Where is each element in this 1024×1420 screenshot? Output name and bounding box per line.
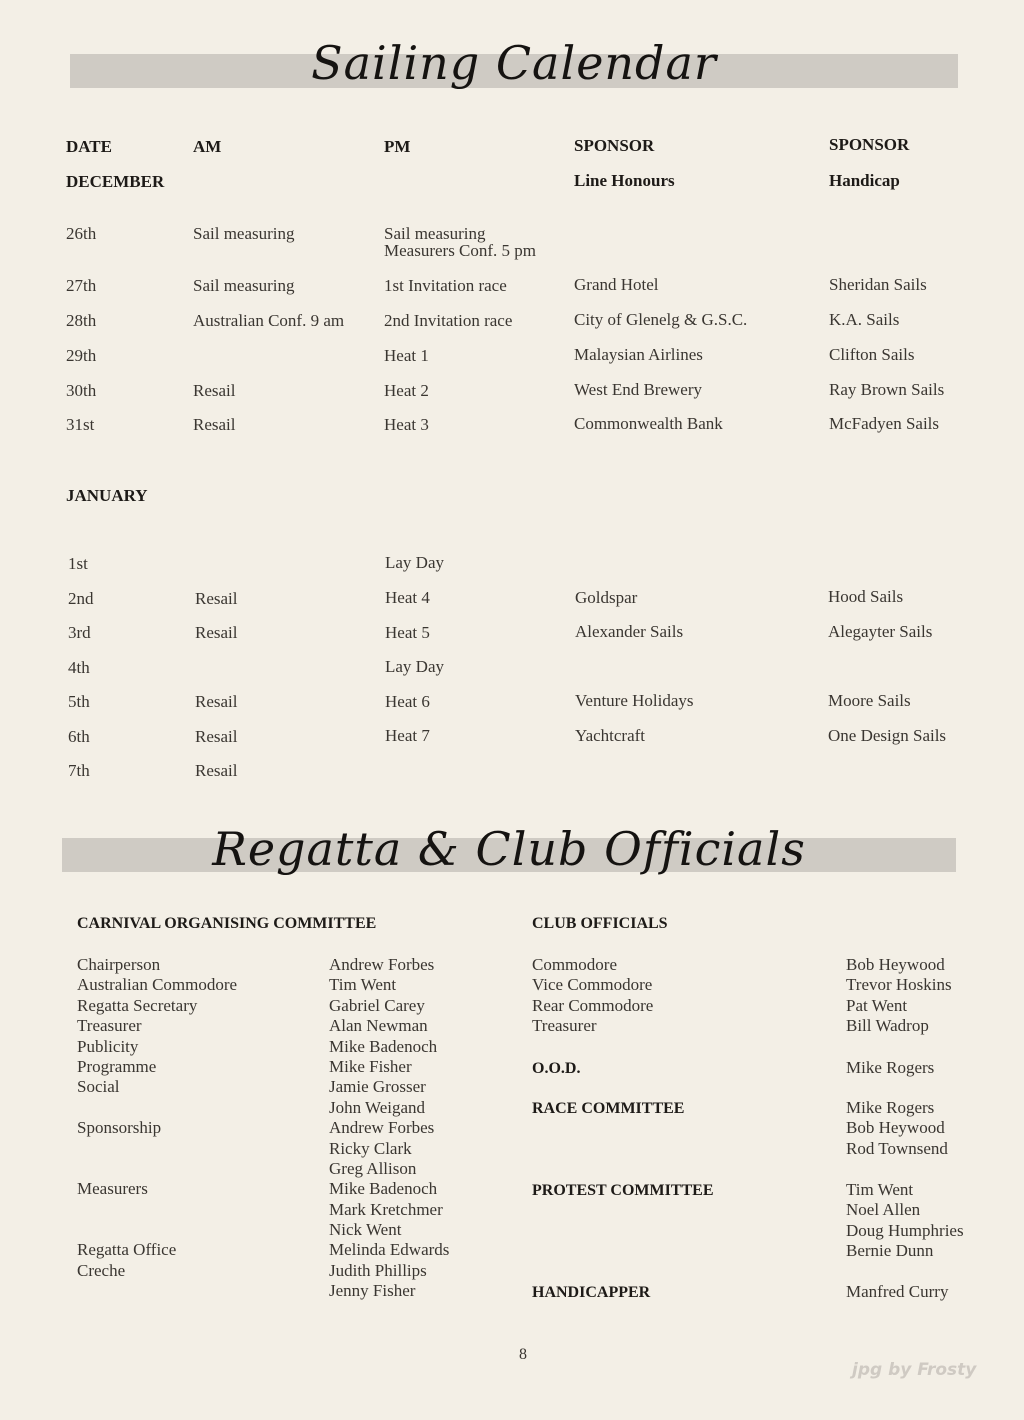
club-names [846,955,952,1037]
watermark: jpg by Frosty [852,1360,977,1380]
club-role: Rear Commodore [532,995,654,1015]
am-cell: Resail [195,589,238,608]
sponsor-line-cell: Goldspar [575,588,638,607]
date-cell: 6th [68,727,90,746]
date-cell: 3rd [68,623,91,642]
am-cell: Australian Conf. 9 am [193,311,345,330]
am-cell: Sail measuring [193,224,295,243]
committee-role: Treasurer [77,1016,142,1036]
protest-committee-name: Doug Humphries [846,1220,964,1240]
sponsor-line-cell: Yachtcraft [575,726,646,745]
handicapper-name: Manfred Curry [846,1282,949,1301]
club-role: Vice Commodore [532,975,653,995]
club-name: Bob Heywood [846,955,945,974]
protest-committee-name: Noel Allen [846,1200,921,1220]
pm-cell: Lay Day [385,657,445,676]
sponsor-handicap-cell: One Design Sails [828,726,947,745]
pm-cell: Heat 5 [385,623,430,642]
committee-name: Mike Badenoch [329,1179,438,1199]
sponsor-line-cell: Malaysian Airlines [574,345,703,364]
date-cell: 4th [68,658,90,677]
sponsor-handicap-cell: McFadyen Sails [829,414,940,433]
date-cell: 29th [66,346,97,365]
sponsor-handicap-cell: Ray Brown Sails [829,380,945,399]
committee-role: Programme [77,1056,157,1076]
pm-cell: Heat 6 [385,692,430,711]
sponsor-handicap-cell: Sheridan Sails [829,275,927,294]
club-name: Bill Wadrop [846,1016,929,1036]
officials-title: Regatta & Club Officials [212,822,806,876]
committee-role: Regatta Office [77,1240,177,1260]
am-cell: Resail [193,381,236,400]
committee-name: Judith Phillips [329,1260,427,1280]
race-committee-heading: RACE COMMITTEE [532,1100,685,1117]
pm-cell-second-line: Measurers Conf. 5 pm [384,241,537,260]
committee-name: Andrew Forbes [329,955,435,974]
am-cell: Resail [193,415,236,434]
pm-cell: Heat 1 [384,346,429,365]
committee-name: John Weigand [329,1097,426,1117]
committee-name: Alan Newman [329,1016,428,1036]
committee-names [329,955,449,1302]
committee-role [77,1159,237,1179]
sponsor-handicap-cell: Moore Sails [828,691,911,710]
date-cell: 2nd [68,589,94,608]
sailing-calendar-title: Sailing Calendar [311,36,717,90]
race-committee-name: Bob Heywood [846,1118,945,1138]
committee-role: Chairperson [77,955,161,974]
header-date: DATE [66,137,112,156]
sponsor-line-cell: Alexander Sails [575,622,684,641]
sponsor-line-cell: Venture Holidays [575,691,694,710]
officials-title-bar [62,822,956,876]
date-cell: 26th [66,224,97,243]
club-officials-heading: CLUB OFFICIALS [532,915,668,932]
month-december: DECEMBER [66,172,165,191]
header-am: AM [193,137,222,156]
race-committee-names [846,1098,948,1159]
committee-name: Jamie Grosser [329,1077,426,1097]
am-cell: Resail [195,727,238,746]
handicapper-heading: HANDICAPPER [532,1284,651,1301]
club-name: Trevor Hoskins [846,975,952,995]
club-roles [532,955,653,1037]
pm-cell: Heat 7 [385,726,430,745]
pm-cell: Sail measuring [384,224,486,243]
committee-name: Nick Went [329,1220,402,1240]
sailing-calendar-title-bar [70,36,958,90]
date-cell: 31st [66,415,95,434]
ood-heading: O.O.D. [532,1060,581,1077]
club-name: Pat Went [846,995,908,1015]
am-cell: Resail [195,761,238,780]
committee-name: Mike Fisher [329,1056,412,1076]
committee-name: Andrew Forbes [329,1118,435,1138]
header-sponsor-line: SPONSOR [574,136,655,155]
pm-cell: Lay Day [385,553,445,572]
committee-name: Mike Badenoch [329,1036,438,1056]
handicapper-names [846,1282,948,1302]
date-cell: 30th [66,381,97,400]
month-january: JANUARY [66,486,148,505]
date-cell: 27th [66,276,97,295]
race-committee-name: Rod Townsend [846,1138,948,1158]
header-sponsor-handicap: SPONSOR [829,135,910,154]
date-cell: 28th [66,311,97,330]
committee-role: Publicity [77,1036,139,1056]
page-number: 8 [519,1346,527,1363]
committee-name: Jenny Fisher [329,1281,416,1301]
committee-role [77,1139,237,1159]
club-role: Treasurer [532,1016,597,1036]
am-cell: Sail measuring [193,276,295,295]
ood-names [846,1058,934,1078]
committee-name: Tim Went [329,975,397,995]
sponsor-handicap-cell: Alegayter Sails [828,622,933,641]
committee-name: Gabriel Carey [329,995,425,1015]
committee-role [77,1220,237,1240]
committee-role [77,1200,237,1220]
pm-cell: 2nd Invitation race [384,311,513,330]
pm-cell: Heat 3 [384,415,429,434]
committee-name: Melinda Edwards [329,1240,450,1260]
committee-name: Mark Kretchmer [329,1199,443,1219]
sponsor-line-cell: West End Brewery [574,380,702,399]
committee-name: Greg Allison [329,1158,417,1178]
header-handicap: Handicap [829,171,900,190]
sponsor-handicap-cell: Clifton Sails [829,345,915,364]
pm-cell: Heat 4 [385,588,430,607]
committee-name: Ricky Clark [329,1138,412,1158]
protest-committee-name: Bernie Dunn [846,1241,934,1261]
sponsor-handicap-cell: Hood Sails [828,587,904,606]
date-cell: 5th [68,692,90,711]
committee-heading: CARNIVAL ORGANISING COMMITTEE [77,915,377,932]
date-cell: 1st [68,554,88,573]
am-cell: Resail [195,692,238,711]
sponsor-line-cell: Grand Hotel [574,275,659,294]
committee-role: Australian Commodore [77,975,238,995]
committee-role: Social [77,1077,120,1097]
header-line-honours: Line Honours [574,171,675,190]
committee-role [77,1281,237,1301]
date-cell: 7th [68,761,90,780]
sponsor-line-cell: City of Glenelg & G.S.C. [574,310,748,329]
pm-cell: Heat 2 [384,381,429,400]
am-cell: Resail [195,623,238,642]
committee-role: Sponsorship [77,1118,162,1138]
protest-committee-name: Tim Went [846,1180,914,1199]
ood-name: Mike Rogers [846,1058,935,1077]
protest-committee-heading: PROTEST COMMITTEE [532,1182,714,1199]
committee-role [77,1098,237,1118]
sponsor-handicap-cell: K.A. Sails [829,310,900,329]
header-pm: PM [384,137,411,156]
committee-role: Regatta Secretary [77,995,198,1015]
committee-roles [77,955,237,1302]
protest-committee-names [846,1180,964,1262]
sponsor-line-cell: Commonwealth Bank [574,414,723,433]
committee-role: Measurers [77,1179,148,1199]
committee-role: Creche [77,1260,126,1280]
pm-cell: 1st Invitation race [384,276,507,295]
race-committee-name: Mike Rogers [846,1098,935,1117]
club-role: Commodore [532,955,617,974]
